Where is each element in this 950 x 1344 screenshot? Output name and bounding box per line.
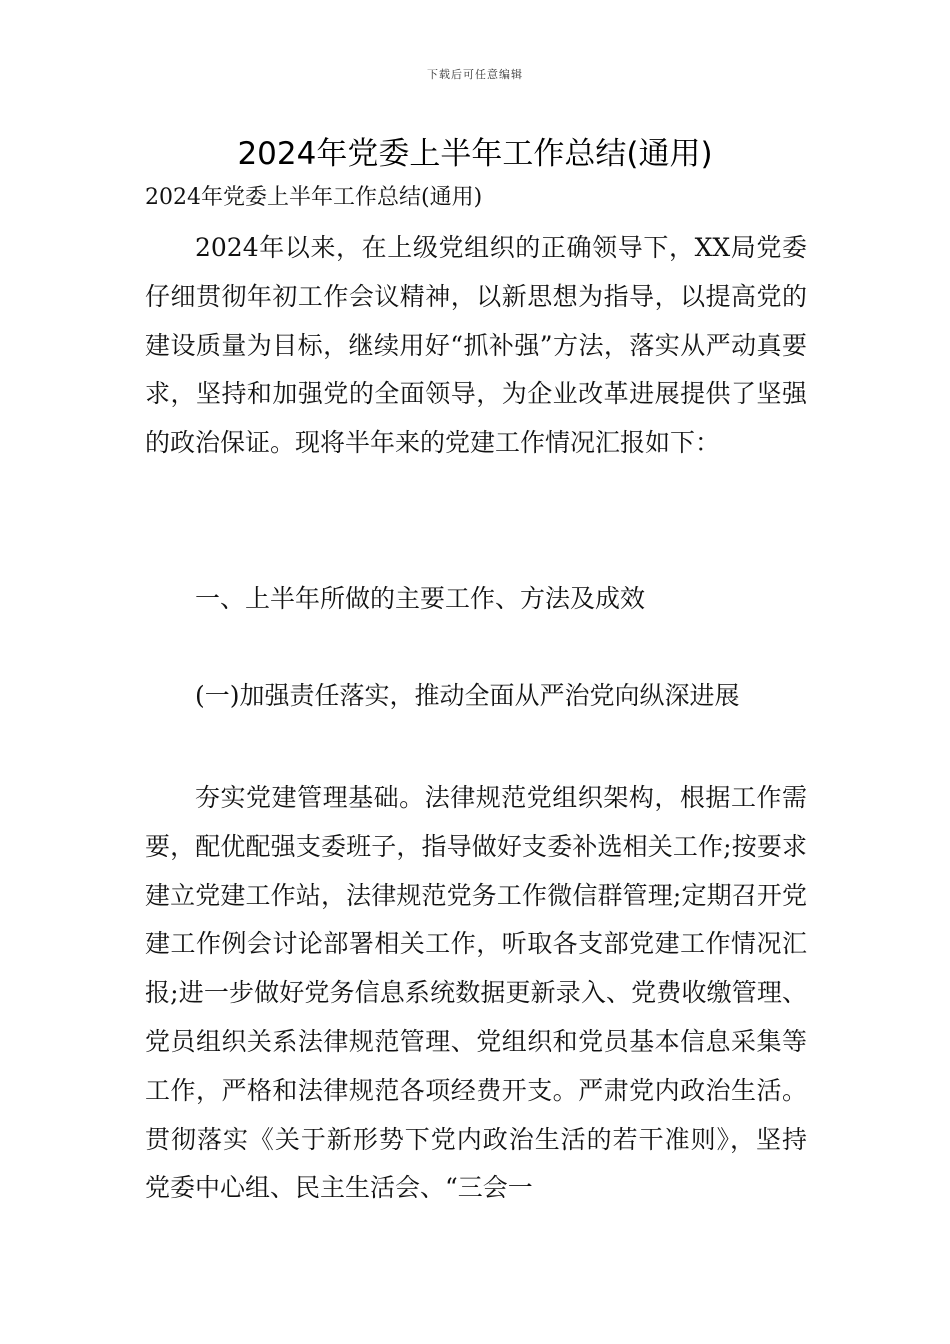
section-heading: 一、上半年所做的主要工作、方法及成效 [195, 584, 646, 613]
subsection-heading: (一)加强责任落实，推动全面从严治党向纵深进展 [195, 681, 740, 710]
document-title: 2024年党委上半年工作总结(通用) [237, 136, 713, 172]
intro-paragraph: 2024年以来，在上级党组织的正确领导下，XX局党委仔细贯彻年初工作会议精神，以新思想为指导，以提高党的建设质量为目标，继续用好“抓补强”方法，落实从严动真要求，坚持和加强党的全面领导，为企业改革进展提供了坚强的政治保证。现将半年来的党建工作情况汇报如下： [145, 233, 807, 458]
document-subtitle: 2024年党委上半年工作总结(通用) [145, 185, 483, 210]
header-note: 下载后可任意编辑 [427, 68, 523, 81]
main-paragraph: 夯实党建管理基础。法律规范党组织架构，根据工作需要，配优配强支委班子，指导做好支委补选相关工作;按要求建立党建工作站，法律规范党务工作微信群管理;定期召开党建工作例会讨论部署相关工作，听取各支部党建工作情况汇报;进一步做好党务信息系统数据更新录入、党费收缴管理、党员组织关系法律规范管理、党组织和党员基本信息采集等工作，严格和法律规范各项经费开支。严肃党内政治生活。贯彻落实《关于新形势下党内政治生活的若干准则》，坚持党委中心组、民主生活会、“三会一 [145, 783, 807, 1203]
